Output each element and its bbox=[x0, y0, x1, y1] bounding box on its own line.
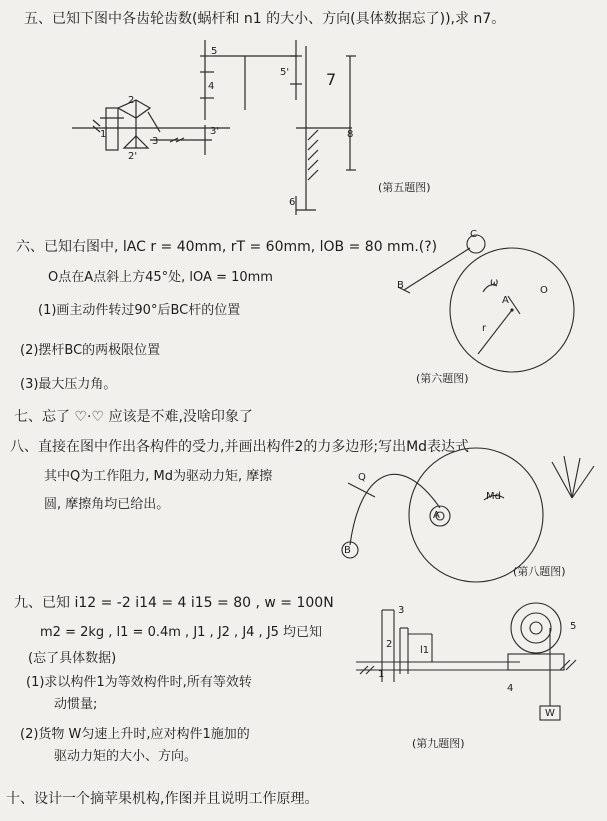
q6-caption: (第六题图) bbox=[416, 372, 469, 385]
q5-label-8: 8 bbox=[347, 129, 354, 140]
q6-item3: (3)最大压力角。 bbox=[20, 377, 117, 392]
q5-label-1: 1 bbox=[100, 129, 107, 140]
q5-label-5p: 5' bbox=[280, 67, 290, 78]
q8-line3: 圆, 摩擦角均已给出。 bbox=[44, 497, 170, 512]
q9-line1: 九、已知 i12 = -2 i14 = 4 i15 = 80 , w = 100N bbox=[14, 595, 334, 611]
q9-label-2: 2 bbox=[386, 639, 393, 650]
q9-item1a: (1)求以构件1为等效构件时,所有等效转 bbox=[26, 675, 252, 690]
q5-label-2: 2 bbox=[128, 95, 135, 106]
q5-label-7: 7 bbox=[326, 70, 337, 89]
q8-label-Md: Md bbox=[486, 491, 501, 502]
q5-label-3p: 3' bbox=[210, 126, 220, 137]
q9-label-5: 5 bbox=[570, 621, 577, 632]
q8-label-Q: Q bbox=[358, 472, 366, 483]
q9-caption: (第九题图) bbox=[412, 737, 465, 750]
q5-label-4: 4 bbox=[208, 81, 215, 92]
q9-line2: m2 = 2kg , l1 = 0.4m , J1 , J2 , J4 , J5 均已知 bbox=[40, 625, 323, 640]
q6-label-r: r bbox=[482, 323, 487, 334]
q5-label-6: 6 bbox=[289, 197, 296, 208]
q8-line2: 其中Q为工作阻力, Md为驱动力矩, 摩擦 bbox=[44, 469, 273, 484]
q5-text: 五、已知下图中各齿轮齿数(蜗杆和 n1 的大小、方向(具体数据忘了)),求 n7。 bbox=[24, 11, 506, 27]
q6-label-omega: ω bbox=[490, 277, 499, 288]
q5-label-5: 5 bbox=[211, 46, 218, 57]
q5-label-3: 3 bbox=[152, 136, 159, 147]
q6-item1: (1)画主动件转过90°后BC杆的位置 bbox=[38, 303, 241, 318]
q9-item2b: 驱动力矩的大小、方向。 bbox=[54, 749, 198, 764]
q6-label-B: B bbox=[397, 280, 404, 291]
q6-line2: O点在A点斜上方45°处, lOA = 10mm bbox=[48, 270, 273, 285]
q7-text: 七、忘了 ♡·♡ 应该是不难,没啥印象了 bbox=[14, 409, 253, 425]
q9-item2a: (2)货物 W匀速上升时,应对构件1施加的 bbox=[20, 727, 250, 742]
q6-label-O: O bbox=[540, 285, 548, 296]
q9-label-l1: l1 bbox=[420, 645, 430, 656]
q8-caption: (第八题图) bbox=[513, 565, 566, 578]
q9-label-3: 3 bbox=[398, 605, 405, 616]
q8-label-A: A bbox=[433, 510, 440, 521]
q9-item1b: 动惯量; bbox=[54, 697, 98, 712]
q8-line1: 八、直接在图中作出各构件的受力,并画出构件2的力多边形;写出Md表达式 bbox=[10, 439, 470, 455]
q9-line3: (忘了具体数据) bbox=[28, 651, 117, 666]
q5-label-2p: 2' bbox=[128, 151, 138, 162]
q5-caption: (第五题图) bbox=[378, 181, 431, 194]
q9-label-1: 1 bbox=[378, 669, 385, 680]
q6-label-C: C bbox=[470, 229, 477, 240]
q9-label-W: W bbox=[545, 708, 555, 719]
q9-label-4: 4 bbox=[507, 683, 514, 694]
q6-item2: (2)摆杆BC的两极限位置 bbox=[20, 343, 161, 358]
q6-line1: 六、已知右图中, lAC r = 40mm, rT = 60mm, lOB = 80 mm.(?) bbox=[16, 239, 438, 255]
q8-label-B: B bbox=[344, 545, 351, 556]
q10-text: 十、设计一个摘苹果机构,作图并且说明工作原理。 bbox=[6, 791, 319, 807]
q6-label-A: A bbox=[502, 295, 509, 306]
